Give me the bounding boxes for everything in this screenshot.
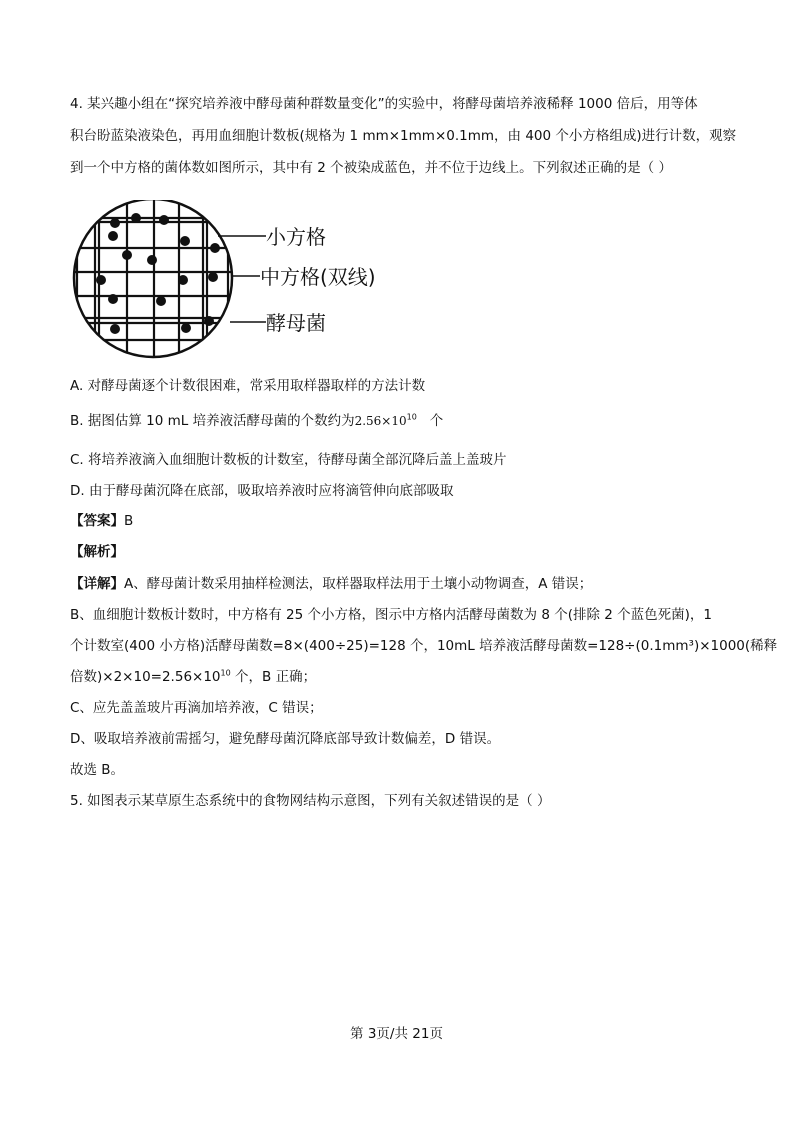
q4-option-b [70, 411, 443, 431]
detail-b-line2: 个计数室(400 小方格)活酵母菌数=8×(400÷25)=128 个，10mL 培养液活酵母菌数=128÷(0.1mm³)×1000(稀释 [70, 638, 778, 654]
detail-b-line3 [70, 667, 316, 687]
q4-option-a: A. 对酵母菌逐个计数很困难，常采用取样器取样的方法计数 [70, 378, 426, 394]
detail-a-line [70, 574, 592, 594]
q4-option-b-exp: 10 [406, 412, 417, 422]
label-yeast: 酵母菌 [266, 311, 326, 335]
q4-stem-line3: 到一个中方格的菌体数如图所示，其中有 2 个被染成蓝色，并不位于边线上。下列叙述正确的是（ ） [70, 160, 672, 176]
detail-b3-suffix: 个，B 正确； [230, 669, 317, 685]
q5-stem: 5. 如图表示某草原生态系统中的食物网结构示意图，下列有关叙述错误的是（ ） [70, 793, 551, 809]
q4-option-b-value: 2.56×10 [354, 414, 407, 428]
detail-c: C、应先盖盖玻片再滴加培养液，C 错误； [70, 700, 323, 716]
conclusion: 故选 B。 [70, 762, 125, 778]
answer-line [70, 511, 133, 531]
analysis-tag: 【解析】 [70, 544, 124, 560]
detail-d: D、吸取培养液前需摇匀，避免酵母菌沉降底部导致计数偏差，D 错误。 [70, 731, 501, 747]
q4-option-d: D. 由于酵母菌沉降在底部，吸取培养液时应将滴管伸向底部吸取 [70, 483, 454, 499]
detail-a: A、酵母菌计数采用抽样检测法，取样器取样法用于土壤小动物调查，A 错误； [124, 576, 593, 592]
q4-option-b-prefix: B. 据图估算 10 mL 培养液活酵母菌的个数约为 [70, 413, 355, 429]
detail-b-line1: B、血细胞计数板计数时，中方格有 25 个小方格，图示中方格内活酵母菌数为 8 个(排除 2 个蓝色死菌)，1 [70, 607, 712, 623]
yeast-cells [96, 213, 220, 334]
answer-tag: 【答案】 [70, 513, 124, 529]
q4-option-c: C. 将培养液滴入血细胞计数板的计数室，待酵母菌全部沉降后盖上盖玻片 [70, 452, 507, 468]
q4-option-b-suffix: 个 [429, 413, 444, 429]
q4-stem-line1: 4. 某兴趣小组在“探究培养液中酵母菌种群数量变化”的实验中，将酵母菌培养液稀释 1000 倍后，用等体 [70, 96, 698, 112]
answer-value: B [124, 513, 134, 529]
hemocytometer-figure [70, 200, 410, 360]
detail-b3-prefix: 倍数)×2×10=2.56×10 [70, 669, 221, 685]
label-medium-square: 中方格(双线) [260, 265, 376, 289]
detail-tag: 【详解】 [70, 576, 124, 592]
label-small-square: 小方格 [266, 225, 326, 249]
detail-b3-exp: 10 [220, 668, 231, 678]
q4-stem-line2: 积台盼蓝染液染色，再用血细胞计数板(规格为 1 mm×1mm×0.1mm，由 400 个小方格组成)进行计数，观察 [70, 128, 737, 144]
page-footer: 第 3页/共 21页 [350, 1026, 443, 1042]
